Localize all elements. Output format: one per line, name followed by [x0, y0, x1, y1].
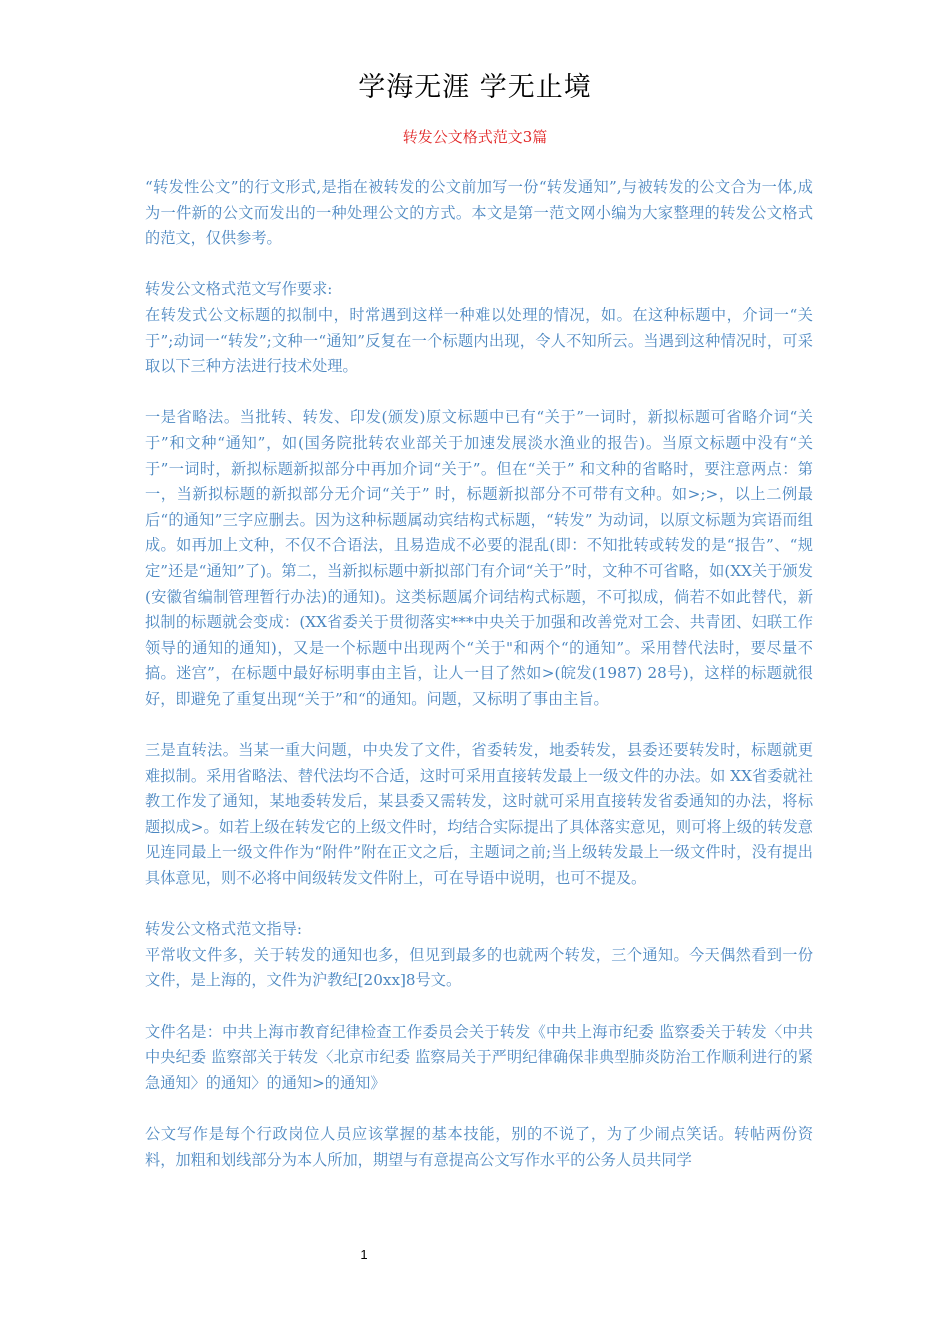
paragraph-intro: “转发性公文”的行文形式,是指在被转发的公文前加写一份“转发通知”,与被转发的公文合为一体,成为一件新的公文而发出的一种处理公文的方式。本文是第一范文网小编为大家整理的转发公文格式的范文，仅供参考。 — [145, 178, 813, 248]
paragraph-requirements: 在转发式公文标题的拟制中，时常遇到这样一种难以处理的情况，如。在这种标题中，介词一“关于”;动词一“转发”;文种一“通知”反复在一个标题内出现，令人不知所云。当遇到这种情况时，可采取以下三种方法进行技术处理。 — [145, 305, 813, 376]
header-motto: 学海无涯 学无止境 — [358, 72, 592, 103]
paragraph-guidance: 平常收文件多，关于转发的通知也多，但见到最多的也就两个转发，三个通知。今天偶然看到一份文件，是上海的，文件为沪教纪[20xx]8号文。 — [145, 945, 813, 990]
page-number: 1 — [360, 1247, 368, 1262]
document-body — [145, 175, 813, 1173]
document-title: 转发公文格式范文3篇 — [402, 128, 548, 146]
section-heading-requirements: 转发公文格式范文写作要求: — [145, 280, 333, 299]
paragraph-closing: 公文写作是每个行政岗位人员应该掌握的基本技能，别的不说了，为了少闹点笑话。转帖两份资料，加粗和划线部分为本人所加，期望与有意提高公文写作水平的公务人员共同学 — [145, 1124, 813, 1169]
section-heading-guidance: 转发公文格式范文指导: — [145, 920, 302, 939]
paragraph-omission-method: 一是省略法。当批转、转发、印发(颁发)原文标题中已有“关于”一词时，新拟标题可省略介词“关于”和文种“通知”，如(国务院批转农业部关于加速发展淡水渔业的报告)。当原文标题中没有“关于”一词时，新拟标题新拟部分中再加介词“关于”。但在“关于” 和文种的省略时，要注意两点：第一，当新拟标题的新拟部分无介词“关于” 时，标题新拟部分不可带有文种。如>;>，以上二例最后“的通知”三字应删去。因为这种标题属动宾结构式标题，“转发” 为动词，以原文标题为宾语而组成。如再加上文种，不仅不合语法，且易造成不必要的混乱(即：不知批转或转发的是“报告”、“规定”还是“通知”了)。第二，当新拟标题中新拟部门有介词“关于”时，文种不可省略，如(XX关于颁发(安徽省编制管理暂行办法)的通知)。这类标题属介词结构式标题，不可拟成，倘若不如此替代，新拟制的标题就会变成：(XX省委关于贯彻落实***中央关于加强和改善党对工会、共青团、妇联工作领导的通知的通知)，又是一个标题中出现两个“关于"和两个“的通知”。采用替代法时，要尽量不搞。迷宫”，在标题中最好标明事由主旨，让人一目了然如>(皖发(1987) 28号)，这样的标题就很好，即避免了重复出现“关于”和“的通知。问题，又标明了事由主旨。 — [145, 408, 813, 708]
paragraph-file-name: 文件名是：中共上海市教育纪律检查工作委员会关于转发《中共上海市纪委 监察委关于转发〈中共中央纪委 监察部关于转发〈北京市纪委 监察局关于严明纪律确保非典型肺炎防治工作顺利进行的紧急通知〉的通知〉的通知>的通知》 — [145, 1022, 813, 1092]
paragraph-direct-method: 三是直转法。当某一重大问题，中央发了文件，省委转发，地委转发，县委还要转发时，标题就更难拟制。采用省略法、替代法均不合适，这时可采用直接转发最上一级文件的办法。如 XX省委就社教工作发了通知，某地委转发后，某县委又需转发，这时就可采用直接转发省委通知的办法，将标题拟成>。如若上级在转发它的上级文件时，均结合实际提出了具体落实意见，则可将上级的转发意见连同最上一级文件作为“附件”附在正文之后，主题词之前;当上级转发最上一级文件时，没有提出具体意见，则不必将中间级转发文件附上，可在导语中说明，也可不提及。 — [145, 741, 813, 888]
